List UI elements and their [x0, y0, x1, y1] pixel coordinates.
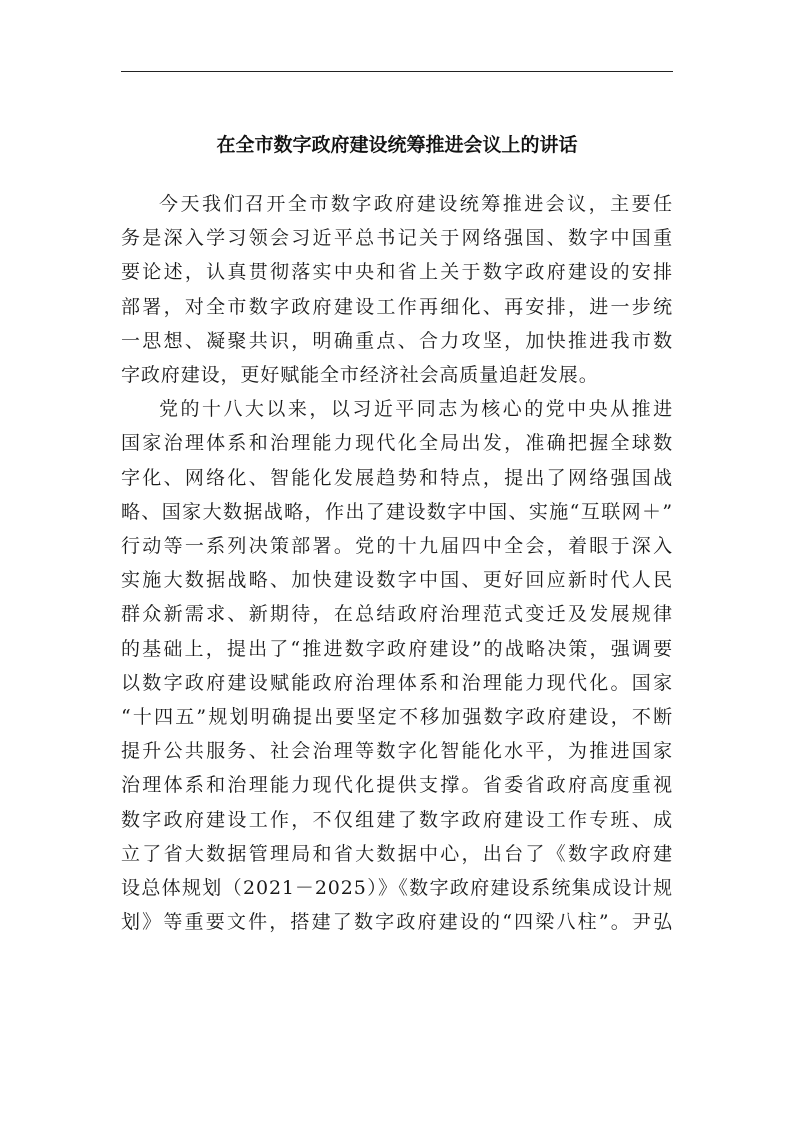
text-line: 群众新需求、新期待，在总结政府治理范式变迁及发展规律 — [121, 603, 673, 626]
paragraph-1 — [121, 187, 673, 392]
document-title: 在全市数字政府建设统筹推进会议上的讲话 — [216, 134, 578, 156]
text-line: 数字政府建设工作，不仅组建了数字政府建设工作专班、成 — [121, 808, 673, 831]
text-line: 要论述，认真贯彻落实中央和省上关于数字政府建设的安排 — [121, 261, 673, 284]
text-line: 的基础上，提出了“推进数字政府建设”的战略决策，强调要 — [121, 637, 673, 660]
text-line: 提升公共服务、社会治理等数字化智能化水平，为推进国家 — [121, 740, 673, 763]
text-line: 国家治理体系和治理能力现代化全局出发，准确把握全球数 — [121, 432, 673, 455]
text-line: “十四五”规划明确提出要坚定不移加强数字政府建设，不断 — [121, 706, 673, 729]
text-line: 略、国家大数据战略，作出了建设数字中国、实施“互联网＋” — [121, 500, 673, 523]
header-rule — [121, 71, 673, 72]
text-line: 划》等重要文件，搭建了数字政府建设的“四梁八柱”。尹弘 — [121, 911, 673, 934]
document-body — [121, 187, 673, 939]
text-line: 字化、网络化、智能化发展趋势和特点，提出了网络强国战 — [121, 466, 673, 489]
text-line: 实施大数据战略、加快建设数字中国、更好回应新时代人民 — [121, 569, 673, 592]
text-line: 部署，对全市数字政府建设工作再细化、再安排，进一步统 — [121, 295, 673, 318]
text-line: 治理体系和治理能力现代化提供支撑。省委省政府高度重视 — [121, 774, 673, 797]
paragraph-2 — [121, 392, 673, 939]
text-line: 立了省大数据管理局和省大数据中心，出台了《数字政府建 — [121, 842, 673, 865]
text-line: 今天我们召开全市数字政府建设统筹推进会议，主要任 — [159, 193, 673, 215]
text-line: 党的十八大以来，以习近平同志为核心的党中央从推进 — [159, 398, 673, 421]
text-line: 行动等一系列决策部署。党的十九届四中全会，着眼于深入 — [121, 535, 673, 558]
text-line: 字政府建设，更好赋能全市经济社会高质量追赶发展。 — [121, 364, 599, 387]
text-line: 务是深入学习领会习近平总书记关于网络强国、数字中国重 — [121, 227, 673, 250]
text-line: 设总体规划（2021－2025）》《数字政府建设系统集成设计规 — [121, 877, 673, 900]
text-line: 以数字政府建设赋能政府治理体系和治理能力现代化。国家 — [121, 671, 673, 694]
text-line: 一思想、凝聚共识，明确重点、合力攻坚，加快推进我市数 — [121, 329, 673, 352]
